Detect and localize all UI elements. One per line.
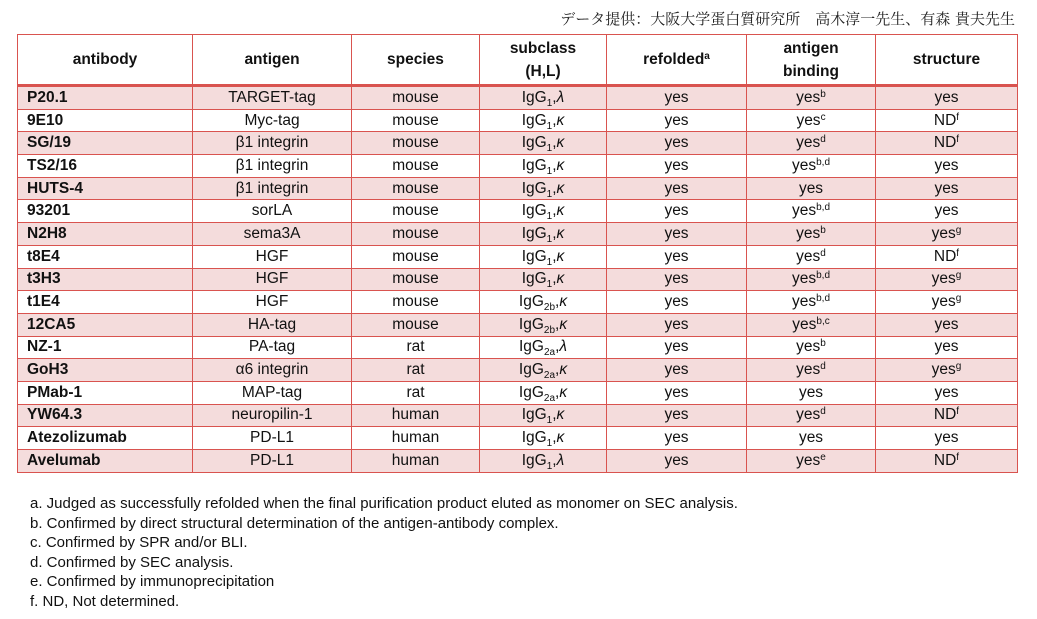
cell-binding xyxy=(747,336,876,359)
cell-antigen: Myc-tag xyxy=(193,109,352,132)
subclass-number: 2b xyxy=(543,324,556,336)
binding-note: d xyxy=(820,406,826,418)
subclass-number: 2a xyxy=(543,347,556,359)
cell-subclass: IgG$_{2a}$,κ xyxy=(480,381,607,404)
cell-antigen: α6 integrin xyxy=(193,359,352,382)
light-chain: κ xyxy=(559,293,568,311)
binding-note: b,d xyxy=(816,202,831,214)
cell-structure xyxy=(876,291,1018,314)
table-row xyxy=(18,450,1018,473)
table-row xyxy=(18,336,1018,359)
binding-note: e xyxy=(820,451,826,463)
cell-refolded: yes xyxy=(607,155,747,178)
subclass-number: 1 xyxy=(546,188,553,200)
subclass-number: 1 xyxy=(546,438,553,450)
cell-subclass: IgG$_{2b}$,κ xyxy=(480,291,607,314)
cell-binding xyxy=(747,223,876,246)
cell-antigen: TARGET-tag xyxy=(193,86,352,110)
subclass-number: 1 xyxy=(546,460,553,472)
structure-note: f xyxy=(956,247,960,259)
subclass-number: 1 xyxy=(546,143,553,155)
subclass-base: IgG xyxy=(521,270,547,288)
cell-structure xyxy=(876,109,1018,132)
structure-note: g xyxy=(955,361,962,373)
table-row xyxy=(18,381,1018,404)
table-row xyxy=(18,245,1018,268)
cell-species: mouse xyxy=(352,245,480,268)
light-chain: κ xyxy=(559,361,568,379)
cell-binding xyxy=(747,359,876,382)
cell-subclass: IgG$_1$,κ xyxy=(480,404,607,427)
binding-note: b,c xyxy=(816,315,830,327)
cell-antibody: N2H8 xyxy=(18,223,193,246)
cell-antibody: 93201 xyxy=(18,200,193,223)
cell-subclass: IgG$_1$,λ xyxy=(480,86,607,110)
cell-species: rat xyxy=(352,336,480,359)
cell-species: mouse xyxy=(352,86,480,110)
cell-antigen: sema3A xyxy=(193,223,352,246)
cell-structure xyxy=(876,86,1018,110)
cell-antigen: β1 integrin xyxy=(193,155,352,178)
binding-value: yes xyxy=(796,338,821,356)
cell-refolded: yes xyxy=(607,200,747,223)
header-species: species xyxy=(352,35,480,86)
cell-structure xyxy=(876,245,1018,268)
structure-note: g xyxy=(955,224,962,236)
cell-structure xyxy=(876,155,1018,178)
cell-subclass: IgG$_{2a}$,κ xyxy=(480,359,607,382)
cell-antibody: GoH3 xyxy=(18,359,193,382)
binding-note: b xyxy=(820,88,826,100)
cell-binding xyxy=(747,86,876,110)
structure-value: yes xyxy=(934,315,959,333)
cell-structure xyxy=(876,223,1018,246)
cell-refolded: yes xyxy=(607,450,747,473)
footnote: a. Judged as successfully refolded when the final purification product eluted as monomer on SEC analysis. xyxy=(30,495,738,512)
subclass-number: 2b xyxy=(543,302,556,314)
light-chain: κ xyxy=(556,247,565,265)
table-row xyxy=(18,404,1018,427)
binding-value: yes xyxy=(791,293,817,311)
subclass-number: 1 xyxy=(546,234,553,246)
cell-species: mouse xyxy=(352,200,480,223)
cell-antigen: PA-tag xyxy=(193,336,352,359)
cell-subclass: IgG$_1$,κ xyxy=(480,245,607,268)
subclass-number: 1 xyxy=(546,166,553,177)
header-refolded-label: refolded xyxy=(643,51,705,68)
cell-antigen: HA-tag xyxy=(193,313,352,336)
light-chain: κ xyxy=(559,383,568,401)
structure-value: ND xyxy=(933,134,957,152)
light-chain: κ xyxy=(556,156,565,174)
cell-binding xyxy=(747,268,876,291)
cell-refolded: yes xyxy=(607,427,747,450)
header-refolded-note: a xyxy=(704,51,710,62)
cell-subclass: IgG$_1$,κ xyxy=(480,223,607,246)
binding-value: yes xyxy=(792,315,817,333)
structure-value: yes xyxy=(931,224,956,242)
structure-note: g xyxy=(955,293,962,305)
cell-species: rat xyxy=(352,381,480,404)
cell-refolded: yes xyxy=(607,109,747,132)
cell-binding xyxy=(747,404,876,427)
header-structure: structure xyxy=(876,35,1018,86)
cell-structure xyxy=(876,427,1018,450)
cell-antibody: P20.1 xyxy=(18,86,193,110)
structure-value: ND xyxy=(933,451,957,469)
structure-note: g xyxy=(955,270,962,282)
cell-subclass: IgG$_1$,κ xyxy=(480,155,607,178)
table-body xyxy=(18,86,1018,473)
cell-antigen: PD-L1 xyxy=(193,427,352,450)
light-chain: λ xyxy=(559,338,568,356)
binding-value: yes xyxy=(798,383,824,401)
header-antibody: antibody xyxy=(18,35,193,86)
footnote: d. Confirmed by SEC analysis. xyxy=(30,553,234,571)
structure-note: f xyxy=(956,111,960,123)
binding-value: yes xyxy=(796,451,821,469)
subclass-base: IgG xyxy=(518,361,544,379)
subclass-number: 1 xyxy=(546,120,553,132)
cell-subclass: IgG$_1$,κ xyxy=(480,177,607,200)
binding-value: yes xyxy=(791,156,817,174)
cell-structure xyxy=(876,404,1018,427)
cell-refolded: yes xyxy=(607,336,747,359)
structure-value: yes xyxy=(934,179,959,197)
cell-structure xyxy=(876,381,1018,404)
subclass-base: IgG xyxy=(521,224,547,242)
binding-value: yes xyxy=(796,361,821,379)
cell-subclass: IgG$_1$,λ xyxy=(480,450,607,473)
table-row xyxy=(18,291,1018,314)
structure-note: f xyxy=(956,134,960,146)
cell-subclass: IgG$_1$,κ xyxy=(480,427,607,450)
cell-subclass: IgG$_{2a}$,λ xyxy=(480,336,607,359)
subclass-number: 2a xyxy=(543,392,556,404)
subclass-base: IgG xyxy=(521,429,547,447)
cell-antigen: β1 integrin xyxy=(193,177,352,200)
cell-refolded: yes xyxy=(607,313,747,336)
cell-species: human xyxy=(352,404,480,427)
binding-note: d xyxy=(820,247,826,259)
cell-antigen: β1 integrin xyxy=(193,132,352,155)
binding-value: yes xyxy=(796,224,821,242)
cell-antibody: t1E4 xyxy=(18,291,193,314)
cell-antibody: NZ-1 xyxy=(18,336,193,359)
structure-value: yes xyxy=(934,202,959,220)
cell-antigen: neuropilin-1 xyxy=(193,404,352,427)
cell-refolded: yes xyxy=(607,359,747,382)
light-chain: λ xyxy=(556,451,565,469)
structure-value: ND xyxy=(933,247,957,265)
cell-species: mouse xyxy=(352,291,480,314)
table-row xyxy=(18,200,1018,223)
cell-structure xyxy=(876,177,1018,200)
subclass-base: IgG xyxy=(521,156,547,174)
cell-antibody: 9E10 xyxy=(18,109,193,132)
cell-antigen: MAP-tag xyxy=(193,381,352,404)
structure-value: yes xyxy=(931,361,956,379)
footnote: f. ND, Not determined. xyxy=(30,592,180,610)
binding-value: yes xyxy=(796,134,821,152)
binding-value: yes xyxy=(796,111,821,129)
cell-antibody: 12CA5 xyxy=(18,313,193,336)
subclass-base: IgG xyxy=(521,134,547,152)
cell-subclass: IgG$_1$,κ xyxy=(480,132,607,155)
cell-binding xyxy=(747,177,876,200)
footnote: b. Confirmed by direct structural determination of the antigen-antibody complex. xyxy=(30,514,559,532)
binding-note: b,d xyxy=(816,270,831,282)
table-row xyxy=(18,313,1018,336)
structure-value: ND xyxy=(933,111,957,129)
binding-value: yes xyxy=(798,179,824,197)
subclass-number: 2a xyxy=(543,370,556,382)
cell-refolded: yes xyxy=(607,245,747,268)
header-binding-line2: binding xyxy=(783,62,839,80)
binding-note: d xyxy=(820,361,826,373)
header-refolded xyxy=(607,35,747,86)
binding-value: yes xyxy=(791,202,817,220)
light-chain: κ xyxy=(556,179,565,197)
table-row xyxy=(18,86,1018,110)
table-row xyxy=(18,268,1018,291)
cell-antibody: SG/19 xyxy=(18,132,193,155)
table-row xyxy=(18,359,1018,382)
light-chain: λ xyxy=(556,88,565,106)
structure-value: yes xyxy=(934,338,959,356)
footnote: e. Confirmed by immunoprecipitation xyxy=(30,573,275,590)
cell-binding xyxy=(747,427,876,450)
binding-note: b,d xyxy=(816,293,831,305)
cell-refolded: yes xyxy=(607,381,747,404)
subclass-base: IgG xyxy=(521,179,547,197)
subclass-base: IgG xyxy=(518,315,544,333)
subclass-base: IgG xyxy=(521,247,547,265)
cell-structure xyxy=(876,313,1018,336)
binding-note: b xyxy=(820,224,826,236)
light-chain: κ xyxy=(556,224,565,242)
cell-structure xyxy=(876,200,1018,223)
cell-antibody: t8E4 xyxy=(18,245,193,268)
cell-antigen: HGF xyxy=(193,291,352,314)
subclass-base: IgG xyxy=(521,451,547,469)
structure-note: f xyxy=(956,406,960,418)
subclass-base: IgG xyxy=(518,293,544,311)
cell-binding xyxy=(747,291,876,314)
subclass-number: 1 xyxy=(546,415,553,427)
binding-note: c xyxy=(820,111,826,123)
cell-binding xyxy=(747,245,876,268)
subclass-number: 1 xyxy=(546,97,553,109)
cell-refolded: yes xyxy=(607,268,747,291)
header-row xyxy=(18,35,1018,86)
cell-species: mouse xyxy=(352,223,480,246)
structure-note: f xyxy=(956,451,960,463)
cell-structure xyxy=(876,132,1018,155)
binding-note: b,d xyxy=(816,156,831,168)
cell-antigen: HGF xyxy=(193,245,352,268)
cell-binding xyxy=(747,132,876,155)
subclass-number: 1 xyxy=(546,256,553,268)
cell-refolded: yes xyxy=(607,86,747,110)
cell-antibody: TS2/16 xyxy=(18,155,193,178)
header-subclass-line1: subclass xyxy=(509,39,577,57)
binding-value: yes xyxy=(796,247,821,265)
cell-antibody: YW64.3 xyxy=(18,404,193,427)
header-antigen: antigen xyxy=(193,35,352,86)
cell-binding xyxy=(747,200,876,223)
cell-subclass: IgG$_{2b}$,κ xyxy=(480,313,607,336)
cell-antigen: sorLA xyxy=(193,200,352,223)
cell-binding xyxy=(747,155,876,178)
cell-antibody: t3H3 xyxy=(18,268,193,291)
binding-note: d xyxy=(820,134,826,146)
structure-value: yes xyxy=(934,156,959,174)
footnotes xyxy=(30,494,738,611)
cell-antibody: Atezolizumab xyxy=(18,427,193,450)
subclass-base: IgG xyxy=(518,383,544,401)
subclass-base: IgG xyxy=(521,88,547,106)
cell-species: human xyxy=(352,427,480,450)
structure-value: yes xyxy=(931,293,956,311)
cell-antigen: HGF xyxy=(193,268,352,291)
light-chain: κ xyxy=(556,270,565,288)
cell-species: mouse xyxy=(352,313,480,336)
cell-binding xyxy=(747,109,876,132)
cell-species: mouse xyxy=(352,268,480,291)
subclass-base: IgG xyxy=(521,202,547,220)
table-row xyxy=(18,223,1018,246)
structure-value: yes xyxy=(934,88,959,106)
binding-value: yes xyxy=(798,429,824,447)
header-subclass xyxy=(480,35,607,86)
header-antigen-binding xyxy=(747,35,876,86)
cell-refolded: yes xyxy=(607,132,747,155)
antibody-table xyxy=(17,34,1018,473)
cell-subclass: IgG$_1$,κ xyxy=(480,109,607,132)
light-chain: κ xyxy=(556,111,565,129)
cell-species: rat xyxy=(352,359,480,382)
binding-value: yes xyxy=(796,88,821,106)
cell-binding xyxy=(747,313,876,336)
cell-antibody: HUTS-4 xyxy=(18,177,193,200)
light-chain: κ xyxy=(556,429,565,447)
binding-note: b xyxy=(820,338,826,350)
header-binding-line1: antigen xyxy=(783,39,839,57)
structure-value: ND xyxy=(933,406,957,424)
cell-structure xyxy=(876,450,1018,473)
cell-structure xyxy=(876,268,1018,291)
header-subclass-line2: (H,L) xyxy=(525,62,561,80)
binding-value: yes xyxy=(796,406,821,424)
cell-refolded: yes xyxy=(607,404,747,427)
cell-species: mouse xyxy=(352,155,480,178)
footnote: c. Confirmed by SPR and/or BLI. xyxy=(30,534,248,551)
cell-refolded: yes xyxy=(607,177,747,200)
cell-species: mouse xyxy=(352,132,480,155)
light-chain: κ xyxy=(556,406,565,424)
cell-subclass: IgG$_1$,κ xyxy=(480,200,607,223)
table-row xyxy=(18,109,1018,132)
cell-structure xyxy=(876,336,1018,359)
light-chain: κ xyxy=(556,134,565,152)
table-row xyxy=(18,132,1018,155)
table-row xyxy=(18,155,1018,178)
cell-binding xyxy=(747,381,876,404)
cell-antibody: Avelumab xyxy=(18,450,193,473)
subclass-base: IgG xyxy=(518,338,544,356)
light-chain: κ xyxy=(559,315,568,333)
cell-binding xyxy=(747,450,876,473)
structure-value: yes xyxy=(931,270,956,288)
data-credit: データ提供：大阪大学蛋白質研究所 高木淳一先生、有森 貴夫先生 xyxy=(560,10,1015,28)
subclass-number: 1 xyxy=(546,211,553,223)
table-row xyxy=(18,177,1018,200)
cell-structure xyxy=(876,359,1018,382)
subclass-base: IgG xyxy=(521,111,547,129)
cell-subclass: IgG$_1$,κ xyxy=(480,268,607,291)
cell-species: mouse xyxy=(352,109,480,132)
structure-value: yes xyxy=(934,429,959,447)
subclass-base: IgG xyxy=(521,406,547,424)
subclass-number: 1 xyxy=(546,279,553,291)
structure-value: yes xyxy=(934,383,959,401)
cell-antibody: PMab-1 xyxy=(18,381,193,404)
light-chain: κ xyxy=(556,202,565,220)
cell-species: mouse xyxy=(352,177,480,200)
binding-value: yes xyxy=(791,270,817,288)
table-row xyxy=(18,427,1018,450)
cell-species: human xyxy=(352,450,480,473)
cell-refolded: yes xyxy=(607,291,747,314)
cell-antigen: PD-L1 xyxy=(193,450,352,473)
cell-refolded: yes xyxy=(607,223,747,246)
